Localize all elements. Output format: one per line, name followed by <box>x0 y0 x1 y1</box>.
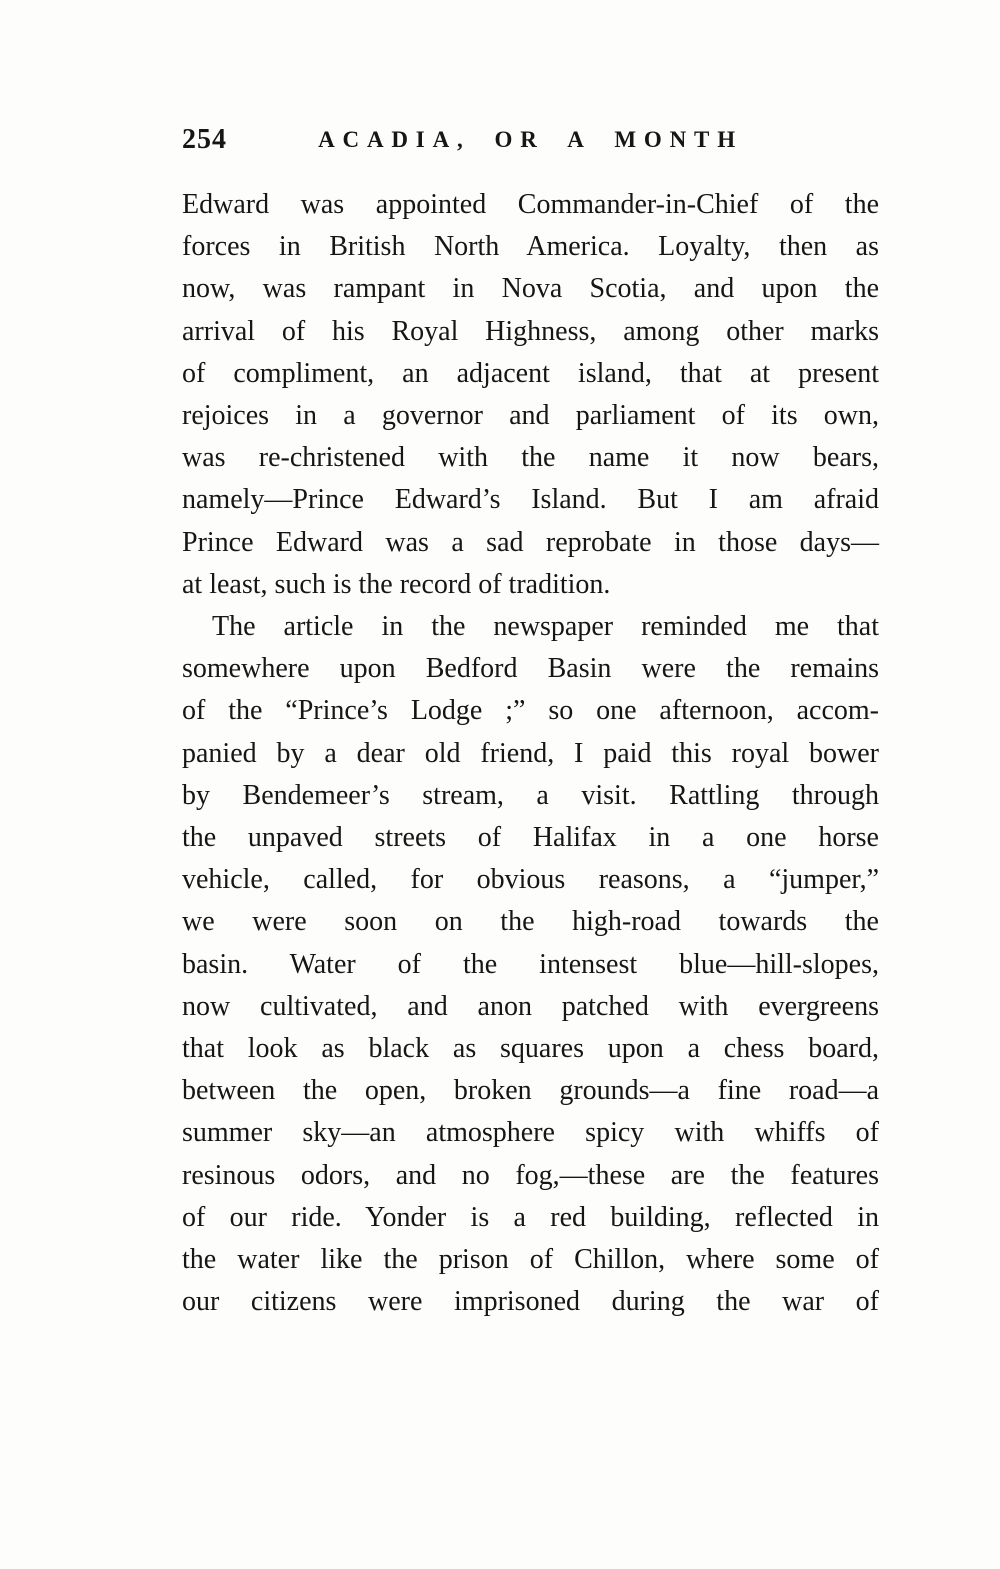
text-line: that look as black as squares upon a chess board, <box>182 1033 879 1065</box>
text-line: our citizens were imprisoned during the war of <box>182 1286 879 1318</box>
page-body <box>182 184 879 1323</box>
text-line: The article in the newspaper reminded me that <box>212 611 879 643</box>
text-line: somewhere upon Bedford Basin were the remains <box>182 653 879 685</box>
text-line: of our ride. Yonder is a red building, reflected in <box>182 1201 879 1233</box>
text-line: forces in British North America. Loyalty, then as <box>182 231 879 263</box>
text-line: now, was rampant in Nova Scotia, and upon the <box>182 273 879 305</box>
text-line: summer sky—an atmosphere spicy with whiffs of <box>182 1117 879 1149</box>
text-line: namely—Prince Edward’s Island. But I am afraid <box>182 484 879 516</box>
text-line: rejoices in a governor and parliament of its own, <box>182 400 879 432</box>
text-line: of the “Prince’s Lodge ;” so one afternoon, accom- <box>182 695 879 727</box>
page-number: 254 <box>182 124 227 155</box>
text-line: of compliment, an adjacent island, that at present <box>182 357 879 389</box>
running-title: ACADIA, OR A MONTH <box>318 127 743 152</box>
page-header <box>182 124 879 158</box>
text-line: Prince Edward was a sad reprobate in those days— <box>182 526 879 558</box>
text-line: the unpaved streets of Halifax in a one horse <box>182 822 879 854</box>
text-line: at least, such is the record of tradition. <box>182 568 611 600</box>
text-line: we were soon on the high-road towards the <box>182 906 879 938</box>
text-line: resinous odors, and no fog,—these are the features <box>182 1159 879 1191</box>
text-line: arrival of his Royal Highness, among other marks <box>182 315 879 347</box>
text-line: panied by a dear old friend, I paid this royal bower <box>182 737 879 769</box>
text-line: now cultivated, and anon patched with evergreens <box>182 990 879 1022</box>
text-line: between the open, broken grounds—a fine road—a <box>182 1075 879 1107</box>
text-line: Edward was appointed Commander-in-Chief of the <box>182 189 879 220</box>
text-line: vehicle, called, for obvious reasons, a “jumper,” <box>182 864 879 896</box>
text-line: the water like the prison of Chillon, where some of <box>182 1244 879 1276</box>
text-line: was re-christened with the name it now bears, <box>182 442 879 474</box>
text-line: basin. Water of the intensest blue—hill-slopes, <box>182 948 879 980</box>
text-line: by Bendemeer’s stream, a visit. Rattling through <box>182 779 879 811</box>
